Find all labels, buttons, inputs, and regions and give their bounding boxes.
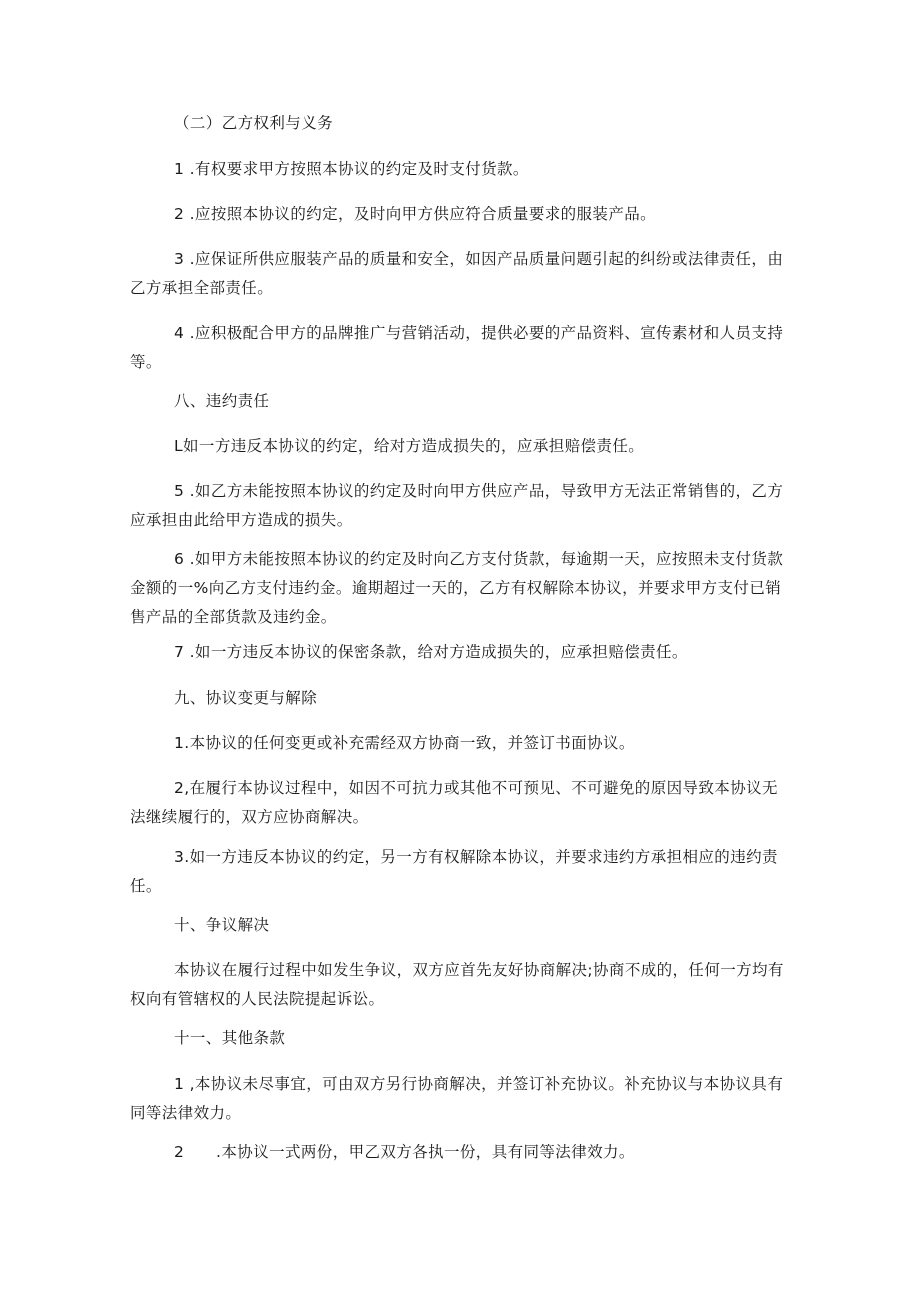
clause-paragraph: 1 .有权要求甲方按照本协议的约定及时支付货款。	[174, 160, 529, 178]
clause-paragraph: 2,在履行本协议过程中，如因不可抗力或其他不可预见、不可避免的原因导致本协议无法继续履行的，双方应协商解决。	[130, 779, 778, 826]
clause-paragraph: 7 .如一方违反本协议的保密条款，给对方造成损失的，应承担赔偿责任。	[174, 643, 688, 661]
clause-paragraph: 5 .如乙方未能按照本协议的约定及时向甲方供应产品，导致甲方无法正常销售的，乙方应承担由此给甲方造成的损失。	[130, 482, 784, 529]
clause-paragraph: 6 .如甲方未能按照本协议的约定及时向乙方支付货款，每逾期一天，应按照未支付货款金额的一%向乙方支付违约金。逾期超过一天的，乙方有权解除本协议，并要求甲方支付已销售产品的全部货款及违约金。	[130, 550, 784, 626]
section-heading-party-b-rights: （二）乙方权利与义务	[174, 114, 334, 132]
clause-paragraph: 2 .本协议一式两份，甲乙双方各执一份，具有同等法律效力。	[174, 1143, 635, 1161]
section-heading-breach-liability: 八、违约责任	[174, 392, 270, 410]
clause-paragraph: L如一方违反本协议的约定，给对方造成损失的，应承担赔偿责任。	[174, 437, 645, 455]
clause-paragraph: 3 .应保证所供应服装产品的质量和安全，如因产品质量问题引起的纠纷或法律责任，由乙方承担全部责任。	[130, 250, 784, 297]
clause-paragraph: 2 .应按照本协议的约定，及时向甲方供应符合质量要求的服装产品。	[174, 205, 657, 223]
clause-paragraph: 4 .应积极配合甲方的品牌推广与营销活动，提供必要的产品资料、宣传素材和人员支持等。	[130, 324, 784, 371]
section-heading-dispute-resolution: 十、争议解决	[174, 916, 270, 934]
section-heading-amendment-termination: 九、协议变更与解除	[174, 689, 318, 707]
clause-paragraph: 3.如一方违反本协议的约定，另一方有权解除本协议，并要求违约方承担相应的违约责任。	[130, 848, 778, 895]
clause-paragraph: 本协议在履行过程中如发生争议，双方应首先友好协商解决;协商不成的，任何一方均有权向有管辖权的人民法院提起诉讼。	[130, 961, 784, 1008]
section-heading-other-terms: 十一、其他条款	[174, 1029, 286, 1047]
clause-paragraph: 1 ,本协议未尽事宜，可由双方另行协商解决，并签订补充协议。补充协议与本协议具有同等法律效力。	[130, 1075, 784, 1122]
clause-paragraph: 1.本协议的任何变更或补充需经双方协商一致，并签订书面协议。	[174, 734, 635, 752]
